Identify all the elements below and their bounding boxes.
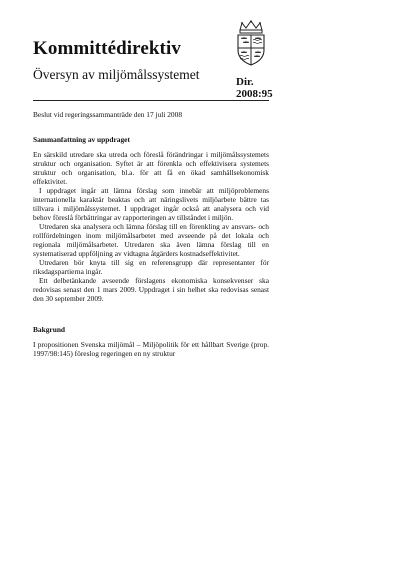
document-subtitle: Översyn av miljömålssystemet bbox=[33, 67, 200, 82]
document-title: Kommittédirektiv bbox=[33, 38, 181, 59]
header-divider bbox=[33, 100, 269, 101]
directive-number-value: 2008:95 bbox=[236, 88, 273, 100]
directive-label: Dir. bbox=[236, 76, 254, 88]
paragraph: En särskild utredare ska utreda och föreslå förändringar i miljömålssystemets struktur och organisation. Syftet är att förenkla och effektivisera systemets struktur och organisation, bl.a. för att få en ökad samhällsekonomisk effektivitet. bbox=[33, 150, 269, 186]
paragraph: Utredaren ska analysera och lämna förslag till en förenkling av ansvars- och rollfördelningen inom miljömålsarbetet med avseende på det lokala och regionala miljömålsarbetet. Utredaren ska även lämna förslag till en systematiserad uppföljning av vidtagna åtgärders kostnadseffektivitet. bbox=[33, 222, 269, 258]
directive-number bbox=[236, 76, 273, 100]
paragraph: Ett delbetänkande avseende förslagens ekonomiska konsekvenser ska redovisas senast den 1 mars 2009. Uppdraget i sin helhet ska redovisas senast den 30 september 2009. bbox=[33, 276, 269, 303]
section-heading-background: Bakgrund bbox=[33, 325, 66, 334]
paragraph: Utredaren bör knyta till sig en referensgrupp där representanter för riksdagspartierna ingår. bbox=[33, 258, 269, 276]
decision-line: Beslut vid regeringssammanträde den 17 juli 2008 bbox=[33, 110, 183, 119]
paragraph: I uppdraget ingår att lämna förslag som innebär att miljöproblemens internationella karaktär beaktas och att näringslivets miljöarbete bättre tas tillvara i miljömålssystemet. I uppdraget ingår också att analysera och vid behov föreslå förbättringar av rapporteringen av tillståndet i miljön. bbox=[33, 186, 269, 222]
coat-of-arms-icon bbox=[231, 20, 271, 66]
document-body bbox=[33, 135, 269, 358]
paragraph: I propositionen Svenska miljömål – Miljöpolitik för ett hållbart Sverige (prop. 1997/98:145) föreslog regeringen en ny struktur bbox=[33, 340, 269, 358]
section-heading-summary: Sammanfattning av uppdraget bbox=[33, 135, 130, 144]
